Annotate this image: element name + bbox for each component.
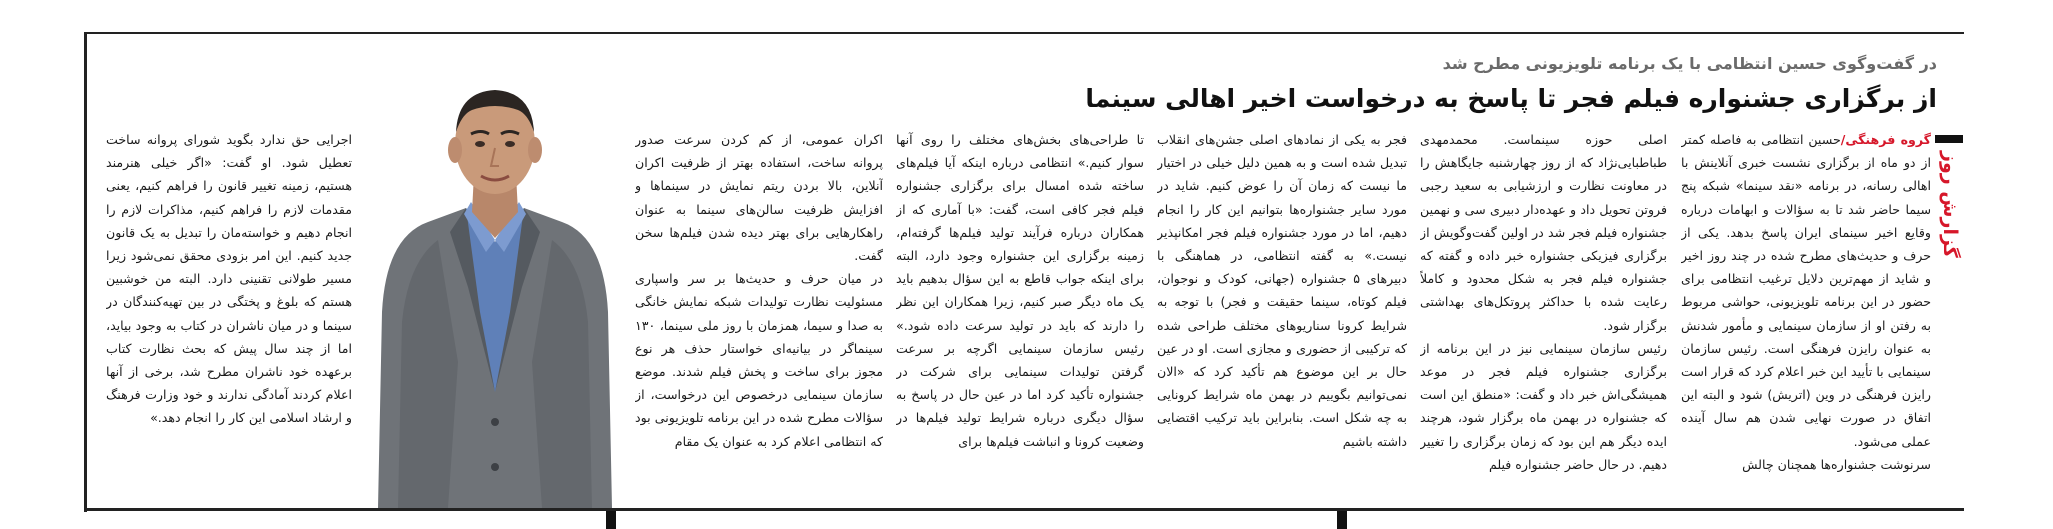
paragraph: تا طراحی‌های بخش‌های مختلف را روی آنها سوار کنیم.» انتظامی درباره اینکه آیا فیلم‌های ساخته شده امسال برای برگزاری جشنواره فیلم فجر کافی است، گفت: «با آماری که از همکاران درباره فرآیند تولید فیلم‌ها گرفته‌ام، زمینه برگزاری این جشنواره وجود دارد، البته برای اینکه جواب قاطع به این سؤال بدهیم باید یک ماه دیگر صبر کنیم، زیرا همکاران این نظر را دارند که باید در تولید سرعت داده شود.» رئیس سازمان سینمایی اگرچه بر سرعت گرفتن تولیدات سینمایی برای شرکت در جشنواره تأکید کرد اما در عین حال در پاسخ به سؤال دیگری درباره شرایط تولید فیلم‌ها در وضعیت کرونا و انباشت فیلم‌ها برای bbox=[896, 132, 1144, 449]
paragraph: اجرایی حق ندارد بگوید شورای پروانه ساخت تعطیل شود. او گفت: «اگر خیلی هنرمند هستیم، زمینه تغییر قانون را فراهم کنیم، یعنی مقدمات لازم را فراهم کنیم، مذاکرات لازم را انجام دهیم و خواسته‌مان را تبدیل به یک قانون جدید کنیم. این امر بزودی محقق نمی‌شود زیرا مسیر طولانی تقنینی دارد. البته من خوشبین هستم که بلوغ و پختگی در بین تهیه‌کنندگان در سینما و در میان ناشران در کتاب به وجود بیاید، اما از چند سال پیش که بحث نظارت کتاب برعهده خود ناشران مطرح شد، برخی از آنها اعلام کردند آمادگی ندارند و خود وزارت فرهنگ و ارشاد اسلامی این کار را انجام دهد.» bbox=[106, 132, 352, 426]
paragraph: سرنوشت جشنواره‌ها همچنان چالش bbox=[1742, 456, 1931, 472]
kicker: در گفت‌وگوی حسین انتظامی با یک برنامه تلویزیونی مطرح شد bbox=[1442, 54, 1937, 73]
frame-bottom-rule bbox=[84, 508, 1964, 511]
article-column-6 bbox=[106, 128, 352, 500]
paragraph: در میان حرف و حدیث‌ها بر سر واسپاری مسئولیت نظارت تولیدات شبکه نمایش خانگی به صدا و سیما، همزمان با روز ملی سینما، ۱۳۰ سینماگر در بیانیه‌ای خواستار حذف هر نوع مجوز برای ساخت و پخش فیلم شدند. موضع سازمان سینمایی درخصوص این درخواست، از سؤالات مطرح شده در این برنامه تلویزیونی بود که انتظامی اعلام کرد به عنوان یک مقام bbox=[635, 271, 883, 449]
article-column-1 bbox=[1681, 128, 1931, 500]
column-tick bbox=[606, 511, 616, 529]
section-marker bbox=[1935, 135, 1963, 143]
article-column-4 bbox=[896, 128, 1144, 500]
headline: از برگزاری جشنواره فیلم فجر تا پاسخ به درخواست اخیر اهالی سینما bbox=[1085, 84, 1937, 113]
portrait-photo bbox=[368, 62, 622, 508]
paragraph: رئیس سازمان سینمایی نیز در این برنامه از برگزاری جشنواره فیلم فجر در موعد همیشگی‌اش خبر داد و گفت: «منطق این است که جشنواره در بهمن ماه برگزار شود، هرچند ایده دیگر هم این بود که زمان برگزاری را تغییر دهیم. در حال حاضر جشنواره فیلم bbox=[1420, 340, 1667, 472]
article-column-5 bbox=[635, 128, 883, 500]
paragraph: گروه فرهنگی/حسین انتظامی به فاصله کمتر از دو ماه از برگزاری نشست خبری آنلاینش با اهالی رسانه، در برنامه «نقد سینما» شبکه پنج سیما حاضر شد تا به سؤالات و ابهامات درباره وقایع اخیر سینمای ایران پاسخ بدهد. یکی از حرف و حدیث‌های مطرح شده در چند روز اخیر و شاید از مهم‌ترین دلایل ترغیب انتظامی برای حضور در این برنامه تلویزیونی، حواشی مربوط به رفتن او از سازمان سینمایی و مأمور شدنش به عنوان رایزن فرهنگی است. رئیس سازمان سینمایی با تأیید این خبر اعلام کرد که قرار است رایزن فرهنگی در وین (اتریش) شود و البته این اتفاق در صورت نهایی شدن هم سال آینده عملی می‌شود. bbox=[1681, 132, 1931, 449]
article-column-3 bbox=[1157, 128, 1407, 500]
column-tick bbox=[1337, 511, 1347, 529]
lead-source: گروه فرهنگی/ bbox=[1840, 132, 1931, 147]
paragraph: فجر به یکی از نمادهای اصلی جشن‌های انقلاب تبدیل شده است و به همین دلیل خیلی در اختیار ما نیست که زمان آن را عوض کنیم. شاید در مورد سایر جشنواره‌ها بتوانیم این کار را انجام دهیم، اما در مورد جشنواره فیلم فجر امکانپذیر نیست.» به گفته انتظامی، در هماهنگی با دبیرهای ۵ جشنواره (جهانی، کودک و نوجوان، فیلم کوتاه، سینما حقیقت و فجر) با توجه به شرایط کرونا سناریوهای مختلف طراحی شده که ترکیبی از حضوری و مجازی است. او در عین حال بر این موضوع هم تأکید کرد که «الان نمی‌توانیم بگوییم در بهمن ماه شرایط کرونایی به چه شکل است. بنابراین باید ترکیب اقتضایی داشته باشیم bbox=[1157, 132, 1407, 449]
section-label: گزارش روز bbox=[1939, 151, 1961, 258]
paragraph: اکران عمومی، از کم کردن سرعت صدور پروانه ساخت، استفاده بهتر از ظرفیت اکران آنلاین، بالا بردن ریتم نمایش در سینماها و افزایش ظرفیت سالن‌های سینما به عنوان راهکارهایی برای بهتر دیده شدن فیلم‌ها سخن گفت. bbox=[635, 132, 883, 264]
article-column-2 bbox=[1420, 128, 1667, 500]
paragraph: اصلی حوزه سینماست. محمدمهدی طباطبایی‌نژاد که از روز چهارشنبه جایگاهش را در معاونت نظارت و ارزشیابی به سعید رجبی فروتن تحویل داد و عهده‌دار دبیری سی و نهمین جشنواره فیلم فجر شد در اولین گفت‌وگویش از برگزاری فیزیکی جشنواره خبر داده و گفته که جشنواره فیلم فجر به شکل محدود و کاملاً رعایت شده با حداکثر پروتکل‌های بهداشتی برگزار شود. bbox=[1420, 132, 1667, 333]
